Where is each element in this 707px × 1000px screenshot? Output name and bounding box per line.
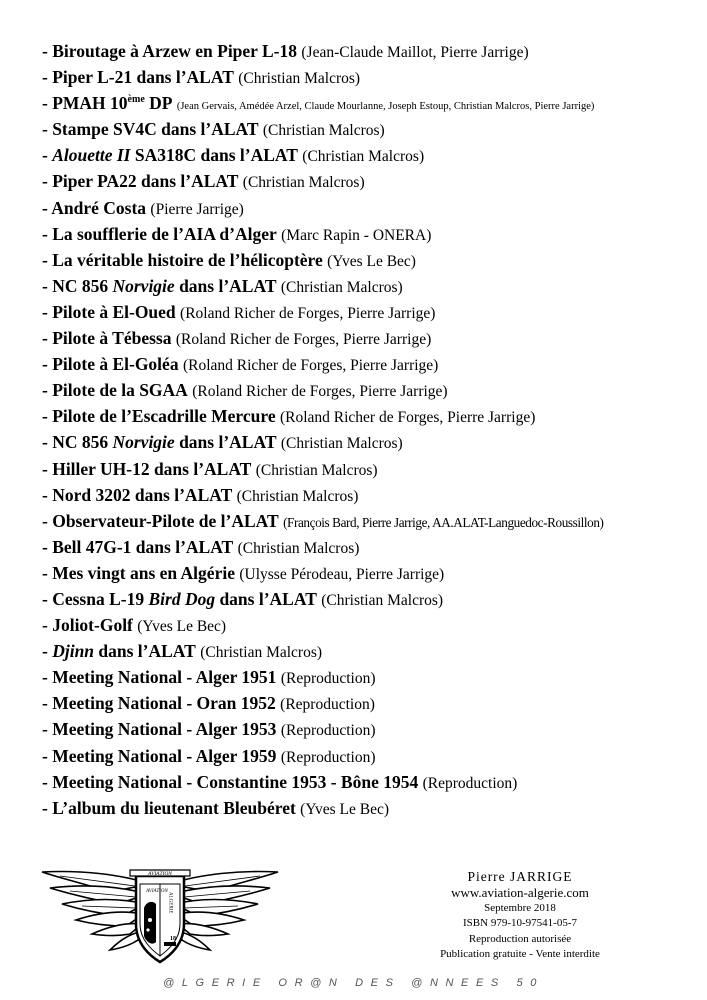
item-dash: - — [42, 797, 53, 818]
list-item — [42, 299, 702, 325]
list-item — [42, 377, 702, 403]
item-title-text: La véritable histoire de l’hélicoptère — [52, 249, 323, 270]
item-dash: - — [42, 719, 53, 740]
item-title-text: Meeting National - Oran 1952 — [52, 693, 276, 714]
item-dash: - — [42, 615, 53, 636]
imprint-reproduction: Reproduction autorisée — [468, 932, 572, 945]
item-title — [42, 302, 176, 322]
item-authors: (Reproduction) — [422, 774, 518, 792]
item-title-text: Biroutage à Arzew en Piper L-18 — [52, 41, 298, 61]
item-title — [42, 93, 172, 113]
item-title — [42, 145, 298, 165]
item-title-text: Piper L-21 dans l’ALAT — [52, 67, 234, 88]
item-dash: - — [42, 536, 53, 557]
imprint-block — [420, 868, 620, 963]
item-title-text: Cessna L-19 — [52, 588, 149, 609]
item-title-text: Mes vingt ans en Algérie — [52, 562, 235, 583]
list-item — [42, 403, 702, 429]
item-dash: - — [42, 93, 53, 114]
item-title-text-end: dans l’ALAT — [215, 588, 317, 609]
item-title — [42, 485, 232, 505]
item-title-text: André Costa — [51, 197, 147, 218]
item-title-text: Pilote de l’Escadrille Mercure — [52, 406, 276, 427]
item-title-text-end: SA318C dans l’ALAT — [130, 145, 298, 166]
item-title-text: La soufflerie de l’AIA d’Alger — [52, 223, 277, 244]
item-authors: (Christian Malcros) — [238, 70, 361, 88]
item-title — [42, 250, 323, 270]
item-authors: (Christian Malcros) — [321, 591, 444, 609]
item-title — [42, 354, 179, 374]
item-authors: (Roland Richer de Forges, Pierre Jarrige) — [279, 409, 536, 427]
item-authors: (Christian Malcros) — [200, 644, 323, 662]
item-dash: - — [42, 484, 53, 505]
item-title — [42, 589, 317, 609]
list-item — [42, 716, 702, 742]
item-dash: - — [42, 41, 53, 61]
item-authors: (Pierre Jarrige) — [150, 200, 244, 218]
item-title — [42, 563, 235, 583]
item-authors: (Christian Malcros) — [237, 539, 360, 557]
item-dash: - — [42, 641, 53, 662]
item-dash: - — [42, 432, 53, 453]
item-authors: (Christian Malcros) — [236, 487, 359, 505]
item-authors: (Christian Malcros) — [255, 461, 378, 479]
item-title — [42, 198, 146, 218]
item-title — [42, 380, 188, 400]
list-item — [42, 456, 702, 482]
item-dash: - — [42, 667, 53, 688]
item-authors: (Yves Le Bec) — [327, 252, 416, 270]
imprint-website: www.aviation-algerie.com — [451, 885, 589, 900]
item-title — [42, 772, 418, 792]
list-item — [42, 221, 702, 247]
item-title-italic: Alouette II — [52, 145, 131, 166]
item-title-text: NC 856 — [52, 275, 113, 296]
item-title — [42, 798, 296, 818]
list-item — [42, 638, 702, 664]
imprint-publication: Publication gratuite - Vente interdite — [440, 948, 600, 960]
item-title-text: Hiller UH-12 dans l’ALAT — [52, 458, 252, 479]
item-title-text: Meeting National - Constantine 1953 - Bône 1954 — [52, 771, 419, 792]
item-dash: - — [42, 171, 53, 192]
item-dash: - — [42, 458, 53, 479]
list-item — [42, 508, 702, 534]
item-title-text: Joliot-Golf — [52, 615, 133, 636]
item-authors: (François Bard, Pierre Jarrige, AA.ALAT-Languedoc-Roussillon) — [283, 514, 604, 530]
list-item — [42, 195, 702, 221]
list-item — [42, 38, 702, 64]
item-title-text: L’album du lieutenant Bleubéret — [52, 797, 296, 818]
item-title-superscript: ème — [127, 94, 145, 106]
list-item — [42, 90, 702, 116]
item-authors: (Marc Rapin - ONERA) — [281, 226, 432, 244]
item-title — [42, 511, 279, 531]
item-title — [42, 171, 238, 191]
logo-banner-text: AVIATION — [148, 871, 172, 877]
item-title-text: Bell 47G-1 dans l’ALAT — [52, 536, 234, 557]
item-authors: (Reproduction) — [280, 722, 376, 740]
list-item — [42, 769, 702, 795]
item-dash: - — [42, 197, 52, 218]
item-authors: (Christian Malcros) — [302, 148, 425, 166]
item-authors: (Jean-Claude Maillot, Pierre Jarrige) — [301, 44, 529, 61]
item-title — [42, 406, 276, 426]
item-dash: - — [42, 328, 53, 349]
list-item — [42, 560, 702, 586]
item-dash: - — [42, 380, 53, 401]
item-authors: (Yves Le Bec) — [137, 618, 227, 636]
item-authors: (Reproduction) — [280, 670, 376, 688]
list-item — [42, 795, 702, 821]
item-dash: - — [42, 588, 53, 609]
item-title — [42, 667, 276, 687]
item-dash: - — [42, 249, 53, 270]
item-title-text: PMAH 10 — [52, 93, 128, 114]
item-dash: - — [42, 562, 53, 583]
item-title-text: Meeting National - Alger 1959 — [52, 745, 277, 766]
list-item — [42, 612, 702, 638]
item-authors: (Reproduction) — [280, 696, 375, 714]
list-item — [42, 429, 702, 455]
item-title-italic: Norvigie — [112, 275, 175, 296]
item-dash: - — [42, 745, 53, 766]
item-title-italic: Djinn — [52, 641, 95, 662]
item-dash: - — [42, 510, 53, 531]
list-item — [42, 351, 702, 377]
item-title-text: Meeting National - Alger 1953 — [52, 719, 277, 740]
list-item — [42, 273, 702, 299]
item-dash: - — [42, 275, 53, 296]
item-authors: (Jean Gervais, Amédée Arzel, Claude Mourlanne, Joseph Estoup, Christian Malcros, Pierre Jarrige) — [176, 101, 595, 113]
list-item — [42, 690, 702, 716]
item-authors: (Roland Richer de Forges, Pierre Jarrige) — [175, 331, 432, 349]
item-title-text: NC 856 — [52, 432, 113, 453]
item-title-text: Piper PA22 dans l’ALAT — [52, 171, 239, 192]
item-dash: - — [42, 771, 53, 792]
item-dash: - — [42, 67, 53, 88]
list-item — [42, 664, 702, 690]
logo-number: 18 — [170, 936, 176, 942]
item-title-text: Pilote à El-Goléa — [52, 354, 179, 375]
item-dash: - — [42, 119, 53, 140]
item-title-text: Stampe SV4C dans l’ALAT — [52, 119, 259, 140]
list-item — [42, 116, 702, 142]
item-authors: (Reproduction) — [280, 748, 376, 766]
item-title-text-end: dans l’ALAT — [174, 275, 277, 296]
item-dash: - — [42, 145, 53, 166]
item-title — [42, 537, 233, 557]
aviation-wings-logo — [40, 862, 280, 967]
item-authors: (Christian Malcros) — [280, 435, 403, 453]
item-title — [42, 328, 171, 348]
list-item — [42, 743, 702, 769]
item-title-italic: Norvigie — [112, 432, 175, 453]
item-title — [42, 641, 196, 661]
item-title-text-end: DP — [144, 93, 173, 114]
item-title — [42, 459, 251, 479]
item-title-text: Nord 3202 dans l’ALAT — [52, 484, 233, 505]
item-title — [42, 119, 259, 139]
item-title — [42, 615, 133, 635]
item-title — [42, 432, 277, 452]
list-item — [42, 534, 702, 560]
item-title-text: Pilote de la SGAA — [52, 380, 188, 401]
item-title — [42, 276, 277, 296]
item-title-text: Pilote à Tébessa — [52, 328, 172, 349]
item-title — [42, 746, 276, 766]
imprint-author: Pierre JARRIGE — [467, 869, 573, 884]
item-title-text: Meeting National - Alger 1951 — [52, 667, 277, 688]
item-authors: (Ulysse Pérodeau, Pierre Jarrige) — [239, 565, 445, 583]
list-item — [42, 168, 702, 194]
item-title-italic: Bird Dog — [148, 588, 216, 609]
imprint-date: Septembre 2018 — [484, 901, 556, 914]
item-title — [42, 67, 234, 87]
logo-shield-text: AVIATION — [146, 889, 168, 894]
item-authors: (Yves Le Bec) — [300, 800, 389, 818]
publication-list — [42, 38, 702, 821]
logo-vertical-text: ALGERIE — [167, 892, 173, 914]
item-dash: - — [42, 354, 53, 375]
item-title-text-end: dans l’ALAT — [174, 432, 277, 453]
winged-shield-emblem — [40, 862, 280, 967]
item-title — [42, 693, 276, 713]
list-item — [42, 482, 702, 508]
item-authors: (Christian Malcros) — [280, 278, 403, 296]
item-dash: - — [42, 301, 53, 322]
item-title — [42, 224, 277, 244]
list-item — [42, 586, 702, 612]
list-item — [42, 142, 702, 168]
list-item — [42, 64, 702, 90]
page-footer: @LGERIE OR@N DES @NNEES 50 — [163, 977, 544, 989]
item-dash: - — [42, 223, 53, 244]
item-title — [42, 719, 276, 739]
item-title-text-end: dans l’ALAT — [94, 641, 196, 662]
item-dash: - — [42, 406, 53, 427]
list-item — [42, 325, 702, 351]
item-title-text: Observateur-Pilote de l’ALAT — [52, 510, 279, 531]
item-authors: (Christian Malcros) — [262, 122, 385, 140]
item-authors: (Roland Richer de Forges, Pierre Jarrige) — [192, 383, 448, 401]
item-title — [42, 41, 297, 61]
list-item — [42, 247, 702, 273]
item-authors: (Roland Richer de Forges, Pierre Jarrige) — [182, 357, 439, 375]
item-dash: - — [42, 693, 53, 714]
imprint-isbn: ISBN 979-10-97541-05-7 — [463, 917, 577, 929]
item-title-text: Pilote à El-Oued — [52, 301, 176, 322]
item-authors: (Roland Richer de Forges, Pierre Jarrige) — [180, 304, 436, 322]
item-authors: (Christian Malcros) — [242, 174, 365, 192]
